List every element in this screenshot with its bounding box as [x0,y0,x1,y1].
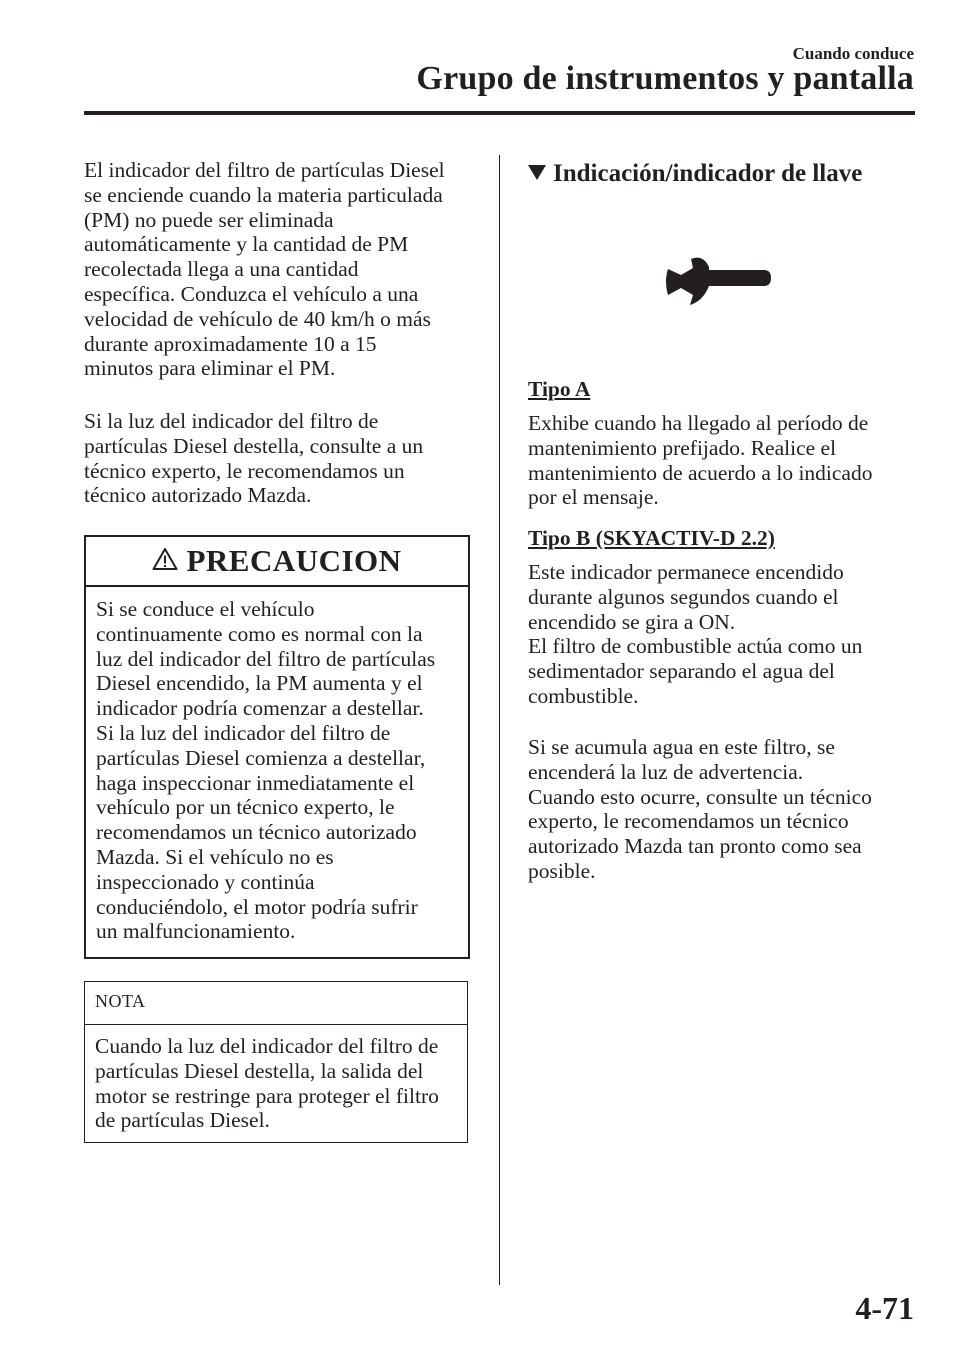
type-b-text: Este indicador permanece encendido durante algunos segundos cuando el encendido se gira a ON. El filtro de combustible actúa como un sedimentador separando el agua del combustible. [528,560,863,708]
caution-text: Si se conduce el vehículo continuamente como es normal con la luz del indicador del filtro de partículas Diesel encendido, la PM aumenta y el indicador podría comenzar a destellar. Si la luz del indicador del filtro de partículas Diesel comienza a destellar, haga inspeccionar inmediatamente el vehículo por un técnico experto, le recomendamos un técnico autorizado Mazda. Si el vehículo no es inspeccionado y continúa conduciéndolo, el motor podría sufrir un malfuncionamiento. [96,597,436,944]
type-a-text: Exhibe cuando ha llegado al período de mantenimiento prefijado. Realice el mantenimiento de acuerdo a lo indicado por el mensaje. [528,411,873,510]
caution-title: PRECAUCION [186,543,402,578]
note-text: Cuando la luz del indicador del filtro de partículas Diesel destella, la salida del motor se restringe para proteger el filtro de partículas Diesel. [95,1034,439,1133]
paragraph-dpf-flashing: Si la luz del indicador del filtro de partículas Diesel destella, consulte a un técnico experto, le recomendamos un técnico autorizado Mazda. [84,409,424,508]
header-section-label: Cuando conduce [792,44,914,63]
note-header [85,982,467,1025]
section-heading [527,160,862,188]
type-a-label: Tipo A [528,377,591,401]
warning-triangle-icon [152,547,178,576]
caution-header [86,537,468,587]
triangle-down-icon [527,163,547,186]
header-rule [84,111,915,115]
type-b-label: Tipo B (SKYACTIV-D 2.2) [528,526,775,550]
column-divider [499,155,500,1285]
page-title: Grupo de instrumentos y pantalla [416,60,914,97]
page-number: 4-71 [855,1290,914,1326]
paragraph-dpf-indicator: El indicador del filtro de partículas Diesel se enciende cuando la materia particulada (PM) no puede ser eliminada automáticamente y la cantidad de PM recolectada llega a una cantidad específica. Conduzca el vehículo a una velocidad de vehículo de 40 km/h o más durante aproximadamente 10 a 15 minutos para eliminar el PM. [84,158,445,381]
caution-box [84,535,470,959]
note-title: NOTA [95,991,146,1011]
section-title: Indicación/indicador de llave [553,160,863,187]
type-b-text-water: Si se acumula agua en este filtro, se encenderá la luz de advertencia. Cuando esto ocurre, consulte un técnico experto, le recomendamos un técnico autorizado Mazda tan pronto como sea posible. [528,735,872,883]
note-box [84,981,468,1143]
wrench-icon [663,255,773,314]
